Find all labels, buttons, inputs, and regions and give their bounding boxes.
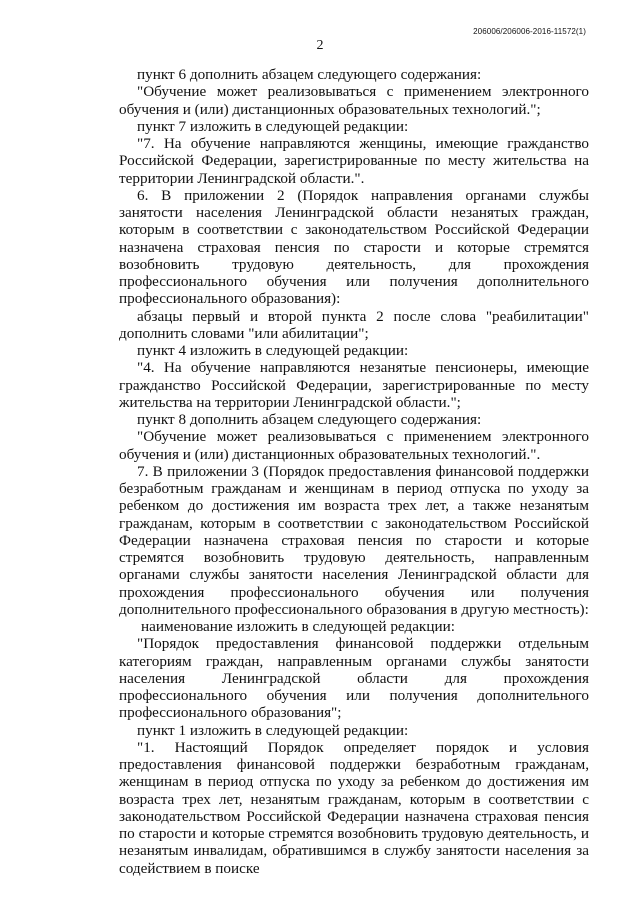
paragraph: абзацы первый и второй пункта 2 после слова "реабилитации" дополнить словами "или абилитации"; [119,307,589,342]
paragraph: пункт 8 дополнить абзацем следующего содержания: [137,411,482,428]
document-id: 206006/206006-2016-11572(1) [473,27,586,36]
paragraph: пункт 7 изложить в следующей редакции: [137,117,409,135]
paragraph: "Порядок предоставления финансовой поддержки отдельным категориям граждан, направленным органами службы занятости населения Ленинградской области для прохождения профессионального обучения или получения дополнительного профессионального образования"; [119,635,589,722]
paragraph: наименование изложить в следующей редакции: [141,618,455,635]
paragraph: пункт 1 изложить в следующей редакции: [137,721,409,739]
paragraph: 6. В приложении 2 (Порядок направления органами службы занятости населения Ленинградской области незанятых граждан, которым в соответствии с законодательством Российской Федерации назначена страховая пенсия по старости и которые стремятся возобновить трудовую деятельность, для прохождения профессионального обучения или получения дополнительного профессионального образования): [119,186,589,308]
paragraph: "4. На обучение направляются незанятые пенсионеры, имеющие гражданство Российской Федерации, зарегистрированные по месту жительства на территории Ленинградской области."; [119,359,589,411]
paragraph: пункт 4 изложить в следующей редакции: [137,342,409,359]
paragraph: 7. В приложении 3 (Порядок предоставления финансовой поддержки безработным гражданам и женщинам в период отпуска по уходу за ребенком до достижения им возраста трех лет, а также незанятым гражданам, которым в соответствии с законодательством Российской Федерации назначена страховая пенсия по старости и которые стремятся возобновить трудовую деятельность, направленным органами службы занятости населения Ленинградской области для прохождения профессионального обучения или получения дополнительного профессионального образования в другую местность): [119,462,589,618]
page-number: 2 [316,38,324,53]
paragraph: "Обучение может реализовываться с применением электронного обучения и (или) дистанционных образовательных технологий.". [119,428,589,463]
paragraph: пункт 6 дополнить абзацем следующего содержания: [137,66,482,83]
paragraph: "7. На обучение направляются женщины, имеющие гражданство Российской Федерации, зарегистрированные по месту жительства на территории Ленинградской области.". [119,135,589,187]
document-body [119,66,589,877]
paragraph: "1. Настоящий Порядок определяет порядок и условия предоставления финансовой поддержки безработным гражданам, женщинам в период отпуска по уходу за ребенком до достижения им возраста трех лет, незанятым гражданам, которым в соответствии с законодательством Российской Федерации назначена страховая пенсия по старости и которые стремятся возобновить трудовую деятельность, и незанятым инвалидам, обратившимся в службу занятости населения за содействием в поиске [119,738,589,877]
paragraph: "Обучение может реализовываться с применением электронного обучения и (или) дистанционных образовательных технологий."; [119,83,589,118]
